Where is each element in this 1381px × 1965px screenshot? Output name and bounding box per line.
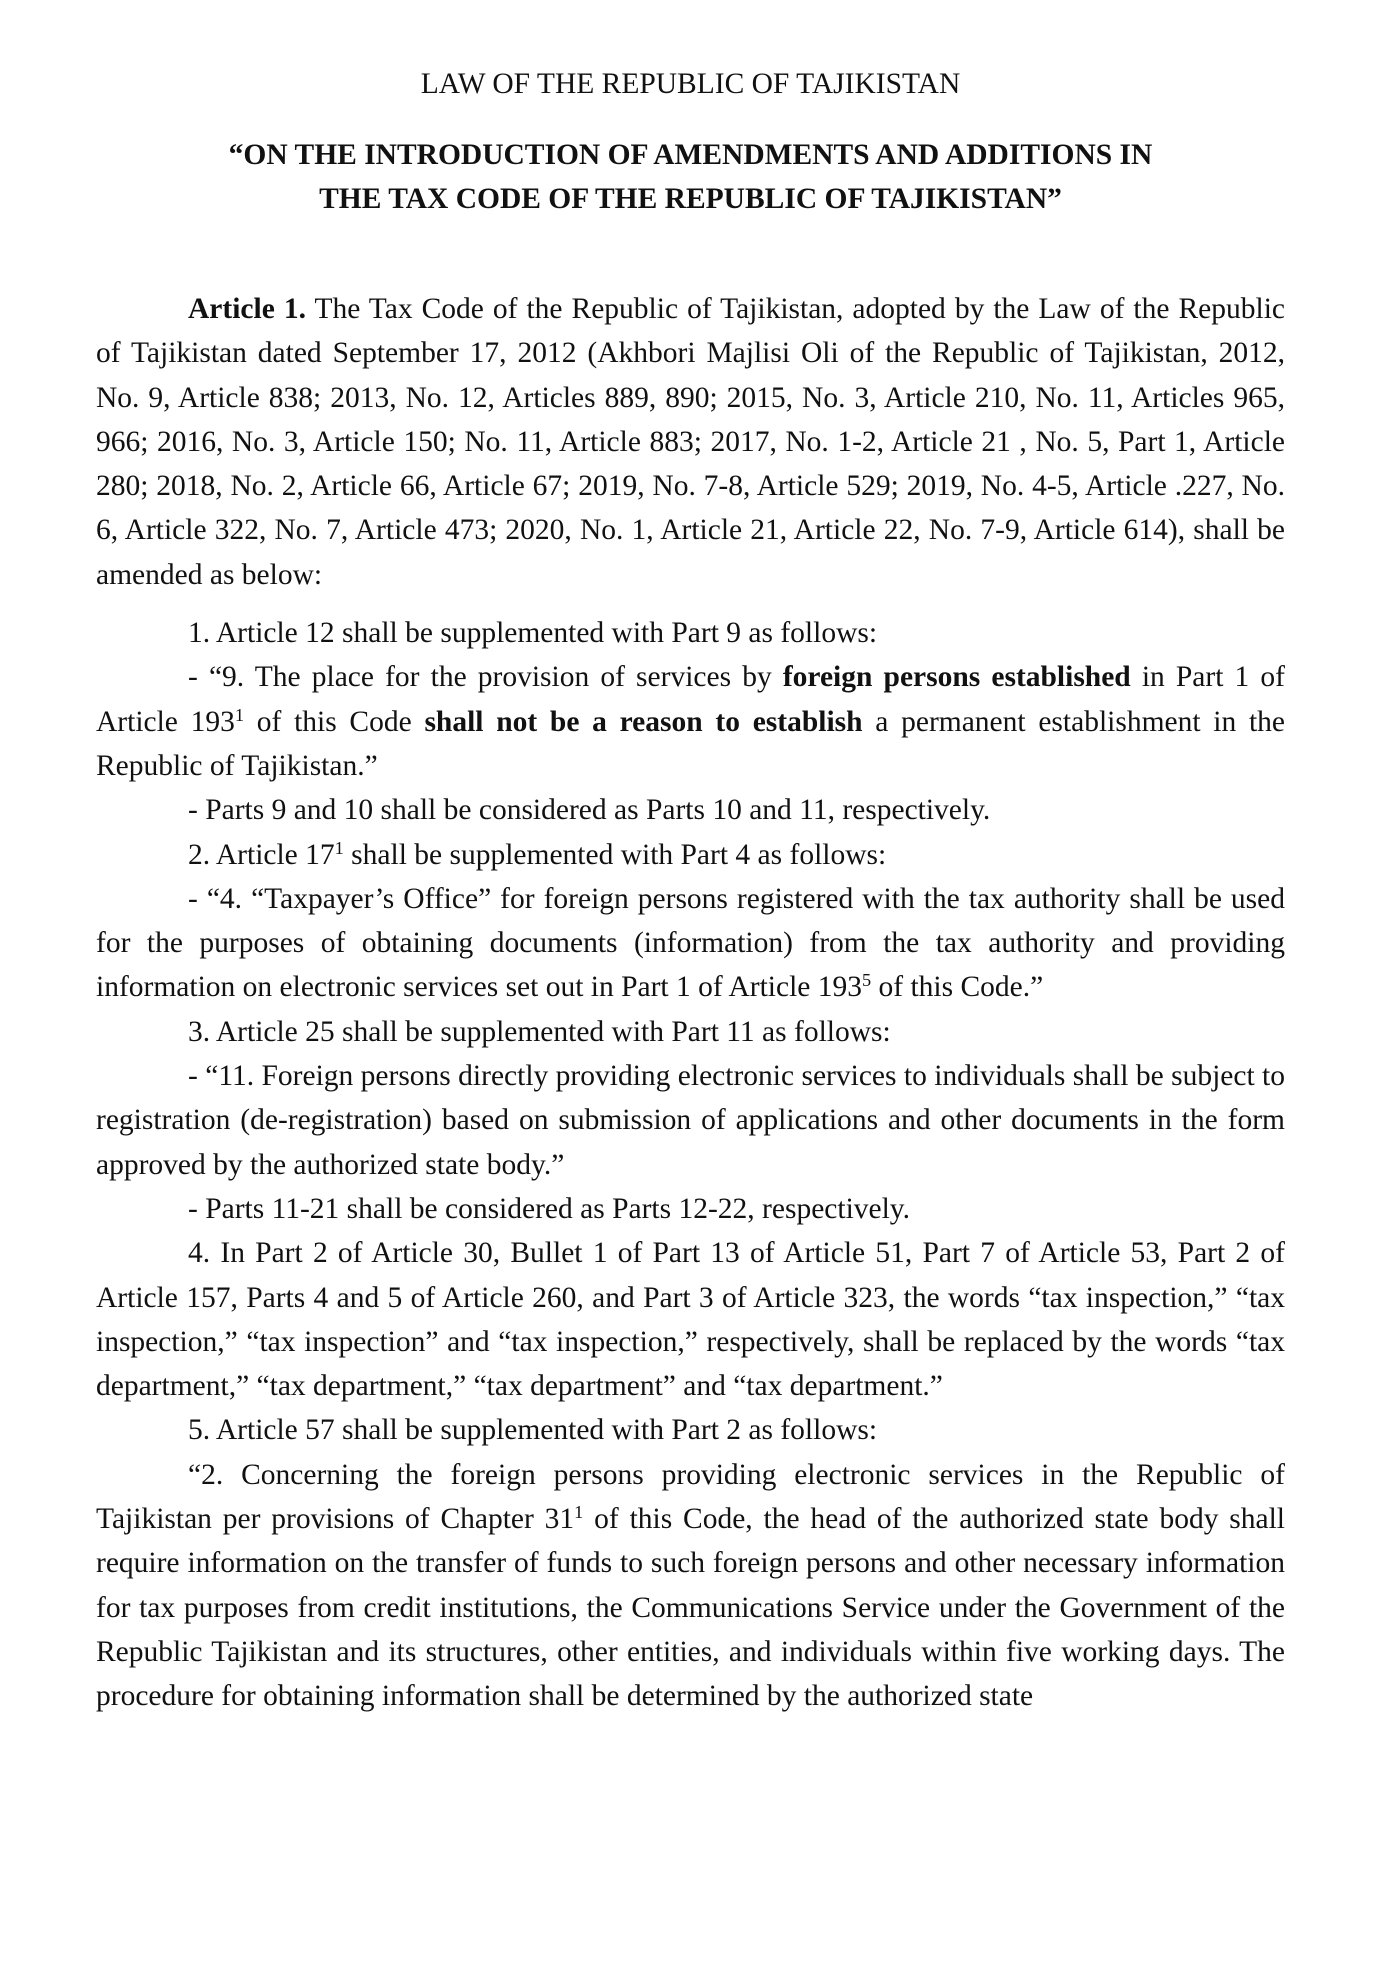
item-1-quote-superscript: 1 — [234, 704, 245, 725]
item-2-heading — [96, 833, 1285, 877]
item-2-quote — [96, 877, 1285, 1010]
item-1-renumber: - Parts 9 and 10 shall be considered as Parts 10 and 11, respectively. — [188, 794, 991, 827]
item-3-heading: 3. Article 25 shall be supplemented with Part 11 as follows: — [188, 1015, 891, 1048]
article-1-text: The Tax Code of the Republic of Tajikistan, adopted by the Law of the Republic of Tajikistan dated September 17, 2012 (Akhbori Majlisi Oli of the Republic of Tajikistan, 2012, No. 9, Article 838; 2013, No. 12, Articles 889, 890; 2015, No. 3, Article 210, No. 11, Articles 965, 966; 2016, No. 3, Article 150; No. 11, Article 883; 2017, No. 1-2, Article 21 , No. 5, Part 1, Article 280; 2018, No. 2, Article 66, Article 67; 2019, No. 7-8, Article 529; 2019, No. 4-5, Article .227, No. 6, Article 322, No. 7, Article 473; 2020, No. 1, Article 21, Article 22, No. 7-9, Article 614), shall be amended as below: — [96, 293, 1285, 591]
item-2-heading-a: 2. Article 17 — [188, 838, 335, 871]
item-1-quote-d: of this Code — [244, 705, 425, 738]
law-heading: LAW OF THE REPUBLIC OF TAJIKISTAN — [420, 68, 961, 100]
item-2-quote-a: - “4. “Taxpayer’s Office” for foreign persons registered with the tax authority shall be used for the purposes of obtaining documents (information) from the tax authority and providing information on electronic services set out in Part 1 of Article 193 — [96, 882, 1285, 1004]
law-subtitle — [96, 133, 1285, 221]
item-5-quote-superscript: 1 — [574, 1501, 584, 1522]
law-subtitle-line-2: THE TAX CODE OF THE REPUBLIC OF TAJIKISTAN” — [319, 183, 1062, 215]
item-5-quote-b: of this Code, the head of the authorized state body shall require information on the transfer of funds to such foreign persons and other necessary information for tax purposes from credit institutions, the Communications Service under the Government of the Republic Tajikistan and its structures, other entities, and individuals within five working days. The procedure for obtaining information shall be determined by the authorized state — [96, 1503, 1286, 1713]
law-subtitle-line-1: “ON THE INTRODUCTION OF AMENDMENTS AND ADDITIONS IN — [228, 139, 1153, 171]
item-1-quote-f: a permanent establishment in the Republic of Tajikistan.” — [96, 705, 1286, 782]
item-4-paragraph: 4. In Part 2 of Article 30, Bullet 1 of Part 13 of Article 51, Part 7 of Article 53, Part 2 of Article 157, Parts 4 and 5 of Article 260, and Part 3 of Article 323, the words “tax inspection,” “tax inspection,” “tax inspection” and “tax inspection,” respectively, shall be replaced by the words “tax department,” “tax department,” “tax department” and “tax department.” — [96, 1237, 1285, 1403]
item-1-quote-bold-1: foreign persons established — [782, 661, 1131, 694]
item-2-quote-b: of this Code.” — [871, 971, 1044, 1004]
item-1-heading: 1. Article 12 shall be supplemented with Part 9 as follows: — [188, 617, 878, 650]
item-2-quote-superscript: 5 — [861, 970, 872, 991]
article-1-paragraph — [96, 287, 1285, 597]
item-3-renumber: - Parts 11-21 shall be considered as Parts 12-22, respectively. — [188, 1192, 911, 1225]
item-1-quote-c: in Part 1 of Article 193 — [96, 661, 1285, 738]
article-1-label: Article 1. — [188, 293, 306, 325]
item-5-quote-a: “2. Concerning the foreign persons providing electronic services in the Republic of Tajikistan per provisions of Chapter 31 — [96, 1458, 1285, 1536]
item-5-quote — [96, 1453, 1285, 1719]
item-5-heading: 5. Article 57 shall be supplemented with Part 2 as follows: — [188, 1414, 878, 1447]
item-1-quote-bold-2: shall not be a reason to establish — [424, 705, 863, 738]
item-1-quote — [96, 655, 1285, 788]
item-2-heading-b: shall be supplemented with Part 4 as follows: — [343, 838, 887, 871]
item-2-heading-superscript: 1 — [334, 837, 344, 858]
item-3-quote: - “11. Foreign persons directly providing electronic services to individuals shall be subject to registration (de-registration) based on submission of applications and other documents in the form approved by the authorized state body.” — [96, 1060, 1285, 1181]
item-1-quote-a: - “9. The place for the provision of services by — [188, 661, 783, 694]
